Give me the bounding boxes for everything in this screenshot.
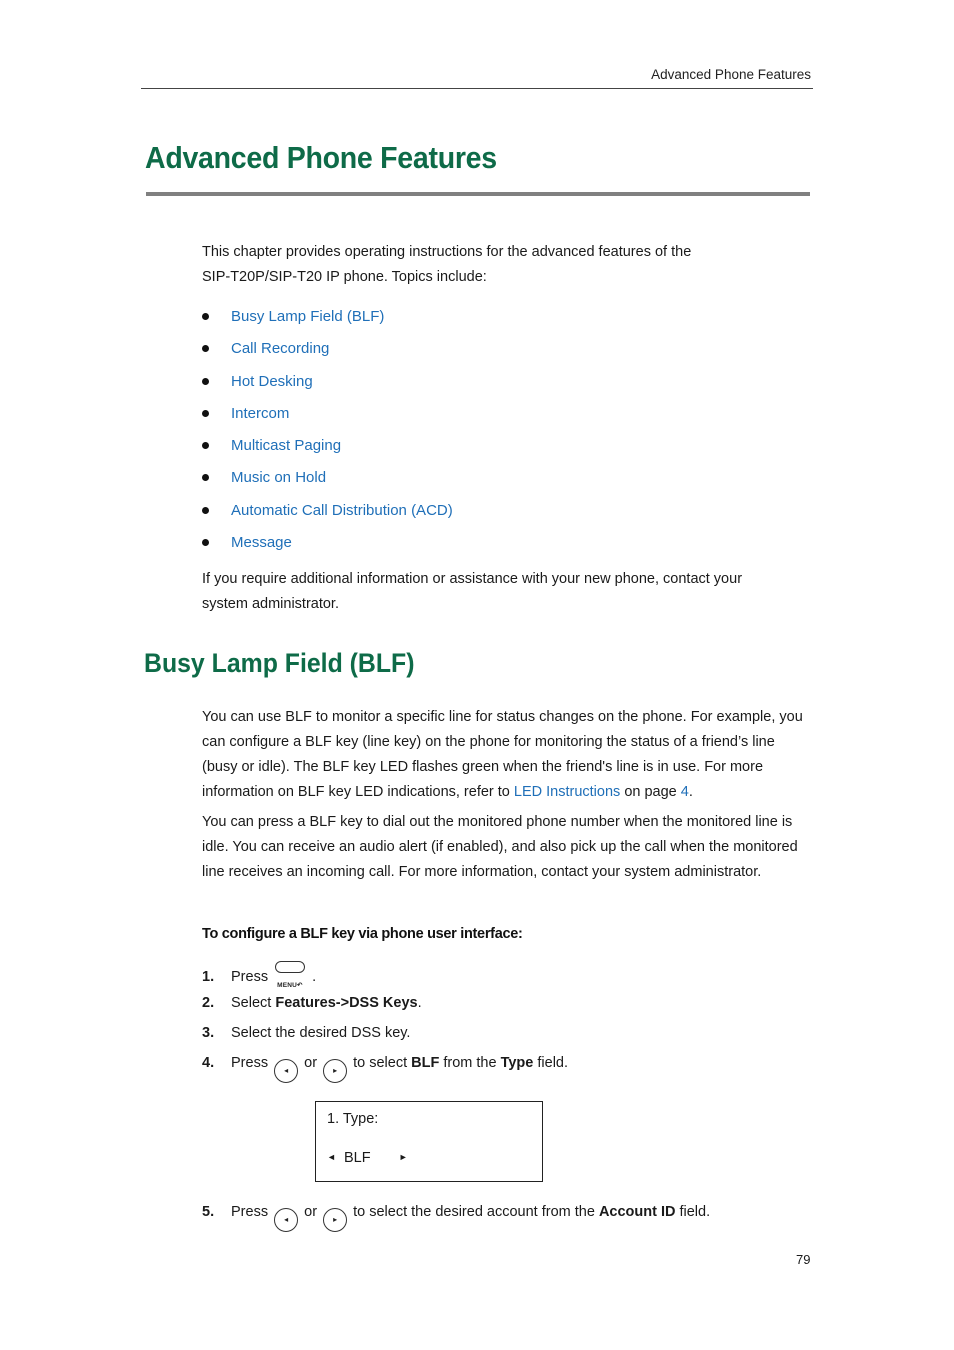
step-end: field. (675, 1204, 711, 1220)
menu-key-caption: MENU↶ (277, 982, 303, 989)
step-end: . (312, 969, 317, 985)
left-navigation-key-icon: ◂ (274, 1208, 298, 1232)
step-4 (202, 1052, 568, 1083)
left-navigation-key-icon: ◂ (274, 1059, 298, 1083)
bullet-icon (202, 539, 209, 546)
blf-paragraph-1-end: . (688, 784, 693, 800)
page-reference-link[interactable]: 4 (680, 784, 689, 800)
topic-link-blf[interactable]: Busy Lamp Field (BLF) (231, 308, 385, 325)
step-number: 3. (202, 1025, 215, 1041)
section-title: Busy Lamp Field (BLF) (144, 648, 415, 678)
step-mid: from the (439, 1055, 501, 1071)
lcd-right-arrow-icon: ► (398, 1152, 408, 1162)
topic-link-multicast-paging[interactable]: Multicast Paging (231, 437, 342, 455)
step-number: 4. (202, 1055, 215, 1071)
blf-paragraph-1 (202, 705, 814, 805)
lcd-field-label: 1. Type: (327, 1111, 379, 1127)
bullet-icon (202, 378, 209, 385)
bullet-icon (202, 507, 209, 514)
right-navigation-key-icon: ▸ (323, 1208, 347, 1232)
chapter-rule (146, 192, 810, 196)
header-rule (141, 88, 813, 89)
step-2 (202, 992, 422, 1014)
lcd-screen-illustration (315, 1101, 543, 1182)
right-navigation-key-icon: ▸ (323, 1059, 347, 1083)
step-bold-blf: BLF (411, 1055, 440, 1071)
procedure-heading: To configure a BLF key via phone user interface: (202, 926, 523, 942)
step-text: Select (231, 995, 276, 1011)
step-end: . (417, 995, 422, 1011)
step-number: 1. (202, 969, 215, 985)
bullet-icon (202, 474, 209, 481)
step-number: 2. (202, 995, 215, 1011)
topic-link-message[interactable]: Message (231, 534, 292, 552)
lcd-value: BLF (343, 1150, 371, 1166)
bullet-icon (202, 313, 209, 320)
topic-link-hot-desking[interactable]: Hot Desking (231, 372, 313, 390)
bullet-icon (202, 345, 209, 352)
step-text-2: to select (353, 1055, 412, 1071)
lcd-left-arrow-icon: ◄ (327, 1152, 336, 1162)
running-header: Advanced Phone Features (651, 67, 811, 82)
intro-line-1: This chapter provides operating instructions for the advanced features of the (202, 244, 692, 260)
bullet-icon (202, 410, 209, 417)
menu-key-icon (274, 961, 306, 989)
step-bold-path: Features->DSS Keys (275, 995, 418, 1011)
blf-paragraph-1-text: You can use BLF to monitor a specific line for status changes on the phone. For example, you can configure a BLF key (line key) on the phone for monitoring the status of a friend’s line (busy or idle). The BLF key LED flashes green when the friend's line is in use. For more information on BLF key LED indications, refer to (202, 709, 803, 800)
blf-paragraph-1-mid: on page (620, 784, 681, 800)
step-3 (202, 1022, 410, 1044)
blf-paragraph-2 (202, 810, 814, 885)
topic-link-call-recording[interactable]: Call Recording (231, 340, 330, 358)
topic-link-music-on-hold[interactable]: Music on Hold (231, 469, 327, 487)
chapter-title: Advanced Phone Features (145, 140, 497, 175)
step-number: 5. (202, 1204, 215, 1220)
blf-paragraph-2-text: You can press a BLF key to dial out the monitored phone number when the monitored line is idle. You can receive an audio alert (if enabled), and also pick up the call when the monitored line receives an incoming call. For more information, contact your system administrator. (202, 814, 798, 880)
step-1 (202, 961, 316, 988)
step-text: Press (231, 1055, 269, 1071)
closing-line-1: If you require additional information or assistance with your new phone, contact your (202, 571, 743, 587)
led-instructions-link[interactable]: LED Instructions (513, 784, 621, 800)
topic-link-acd[interactable]: Automatic Call Distribution (ACD) (231, 501, 453, 519)
step-text-2: to select the desired account from the (353, 1204, 599, 1220)
step-5 (202, 1201, 710, 1232)
step-bold-account-id: Account ID (598, 1204, 676, 1220)
bullet-icon (202, 442, 209, 449)
lcd-value-row (327, 1150, 408, 1166)
page-number: 79 (796, 1252, 811, 1267)
step-text: Select the desired DSS key. (231, 1025, 411, 1041)
intro-line-2: SIP-T20P/SIP-T20 IP phone. Topics include: (202, 269, 487, 285)
closing-line-2: system administrator. (202, 596, 339, 612)
step-or: or (304, 1055, 318, 1071)
intro-paragraph (202, 240, 814, 290)
step-or: or (304, 1204, 318, 1220)
step-bold-type: Type (500, 1055, 534, 1071)
step-text: Press (231, 1204, 269, 1220)
topic-link-intercom[interactable]: Intercom (231, 404, 290, 422)
closing-paragraph (202, 567, 814, 617)
step-end: field. (533, 1055, 569, 1071)
step-text: Press (231, 969, 269, 985)
